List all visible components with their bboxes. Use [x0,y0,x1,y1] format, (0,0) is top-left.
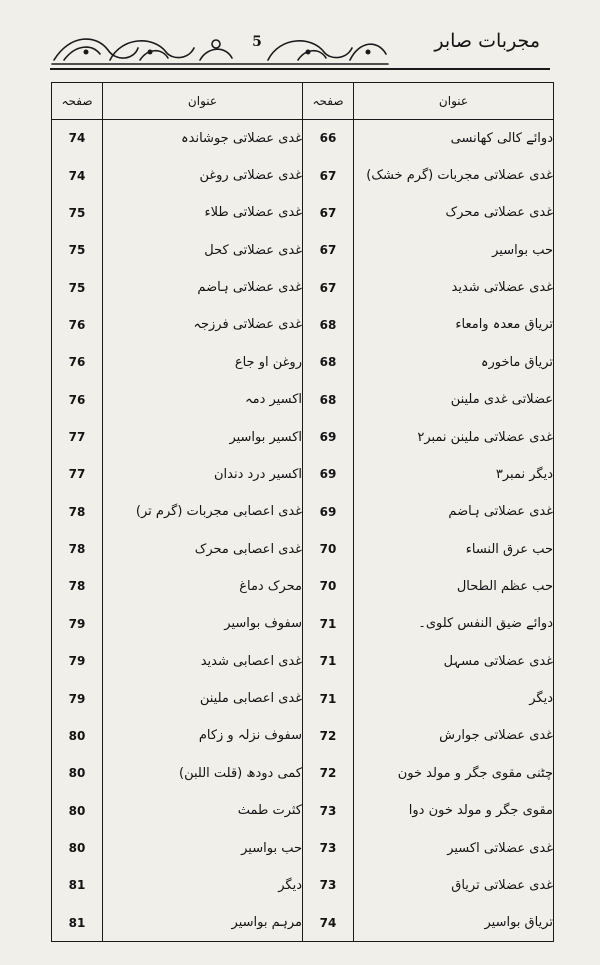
entry-title: مرہم بواسیر [103,904,303,941]
col-header-page-left: صفحہ [52,83,103,120]
entry-page: 67 [303,157,354,194]
entry-page: 76 [68,392,86,407]
table-row [52,717,554,754]
table-row [52,344,554,381]
table-header-row [52,83,554,120]
entry-page: 81 [68,878,86,893]
entry-title: دیگر [354,680,554,717]
entry-page: 69 [303,456,354,493]
entry-page: 69 [303,493,354,530]
entry-page: 67 [303,269,354,306]
table-row [52,493,554,530]
entry-page: 74 [303,904,354,941]
entry-title: اکسیر درد دندان [103,456,303,493]
entry-title: غدی اعصابی مجربات (گرم تر) [103,493,303,530]
entry-title: عضلاتی غدی ملینن [354,381,554,418]
entry-title: غدی عضلاتی جوارش [354,717,554,754]
table-row [52,269,554,306]
table-row [52,643,554,680]
entry-page: 74 [68,131,86,146]
entry-title: حب عظم الطحال [354,568,554,605]
table-row [52,605,554,642]
col-header-title-right: عنوان [354,83,554,120]
entry-title: غدی اعصابی محرک [103,530,303,567]
entry-title: کثرت طمث [103,792,303,829]
entry-title: چٹنی مقوی جگر و مولد خون [354,755,554,792]
entry-page: 71 [303,605,354,642]
entry-page: 80 [68,841,86,855]
table-row [52,306,554,343]
table-row [52,829,554,866]
table-row [52,867,554,904]
col-header-title-left: عنوان [103,83,303,120]
entry-title: غدی عضلاتی طلاء [103,194,303,231]
entry-title: غدی عضلاتی ہاضم [103,269,303,306]
entry-title: غدی اعصابی ملینن [103,680,303,717]
entry-page: 67 [303,194,354,231]
table-of-contents [51,82,554,942]
entry-title: غدی عضلاتی اکسیر [354,829,554,866]
entry-title: غدی عضلاتی تریاق [354,867,554,904]
entry-page: 77 [68,430,86,445]
entry-page: 72 [303,717,354,754]
entry-page: 80 [68,766,86,781]
entry-title: روغن او جاع [103,344,303,381]
entry-title: دوائے ضیق النفس کلوی۔ [354,605,554,642]
col-header-page-right: صفحہ [303,83,354,120]
page-header [50,28,550,72]
table-row [52,381,554,418]
entry-title: دوائے کالی کھانسی [354,120,554,157]
entry-page: 72 [303,755,354,792]
entry-page: 79 [68,691,86,706]
entry-title: دیگر [103,867,303,904]
entry-page: 75 [68,205,86,220]
entry-title: غدی عضلاتی محرک [354,194,554,231]
entry-title: اکسیر دمہ [103,381,303,418]
entry-title: دیگر نمبر۳ [354,456,554,493]
entry-title: حب بواسیر [103,829,303,866]
entry-page: 73 [303,829,354,866]
entry-page: 70 [303,530,354,567]
book-title: مجربات صابر [434,30,540,52]
entry-page: 78 [68,542,86,557]
table-row [52,680,554,717]
toc-body [52,120,554,942]
table-row [52,568,554,605]
entry-page: 73 [303,792,354,829]
entry-page: 79 [68,654,86,669]
entry-title: غدی عضلاتی کحل [103,232,303,269]
entry-title: تریاق بواسیر [354,904,554,941]
entry-page: 76 [68,317,86,332]
entry-page: 70 [303,568,354,605]
entry-page: 78 [68,504,86,519]
entry-page: 80 [68,728,86,743]
entry-title: حب بواسیر [354,232,554,269]
entry-page: 68 [303,306,354,343]
entry-title: اکسیر بواسیر [103,418,303,455]
entry-page: 66 [303,120,354,157]
entry-page: 69 [303,418,354,455]
entry-page: 74 [68,168,86,183]
entry-page: 80 [68,803,86,818]
entry-page: 71 [303,643,354,680]
entry-page: 71 [303,680,354,717]
entry-page: 81 [68,915,86,930]
entry-title: غدی عضلاتی ہاضم [354,493,554,530]
entry-title: غدی عضلاتی فرزجہ [103,306,303,343]
table-row [52,418,554,455]
entry-title: تریاق ماخورہ [354,344,554,381]
entry-page: 77 [68,467,86,482]
entry-title: مقوی جگر و مولد خون دوا [354,792,554,829]
table-row [52,232,554,269]
entry-page: 75 [68,280,86,295]
entry-page: 68 [303,344,354,381]
entry-page: 68 [303,381,354,418]
entry-title: غدی عضلاتی مسہل [354,643,554,680]
entry-title: کمی دودھ (قلت اللبن) [103,755,303,792]
table-row [52,792,554,829]
entry-page: 73 [303,867,354,904]
page-number: 5 [252,34,262,50]
entry-page: 79 [68,616,86,631]
table-row [52,120,554,157]
entry-title: محرک دماغ [103,568,303,605]
entry-title: غدی عضلاتی شدید [354,269,554,306]
header-rule [50,68,550,70]
entry-page: 75 [68,243,86,258]
table-row [52,904,554,941]
entry-page: 67 [303,232,354,269]
entry-page: 78 [68,579,86,594]
table-row [52,755,554,792]
entry-title: سفوف بواسیر [103,605,303,642]
table-row [52,157,554,194]
table-row [52,194,554,231]
entry-title: غدی عضلاتی ملینن نمبر۲ [354,418,554,455]
entry-title: تریاق معدہ وامعاء [354,306,554,343]
entry-title: حب عرق النساء [354,530,554,567]
table-row [52,530,554,567]
entry-title: سفوف نزلہ و زکام [103,717,303,754]
entry-page: 76 [68,355,86,370]
entry-title: غدی عضلاتی مجربات (گرم خشک) [354,157,554,194]
entry-title: غدی عضلاتی جوشاندہ [103,120,303,157]
table-row [52,456,554,493]
floral-ornament-icon [50,30,390,66]
entry-title: غدی عضلاتی روغن [103,157,303,194]
entry-title: غدی اعصابی شدید [103,643,303,680]
